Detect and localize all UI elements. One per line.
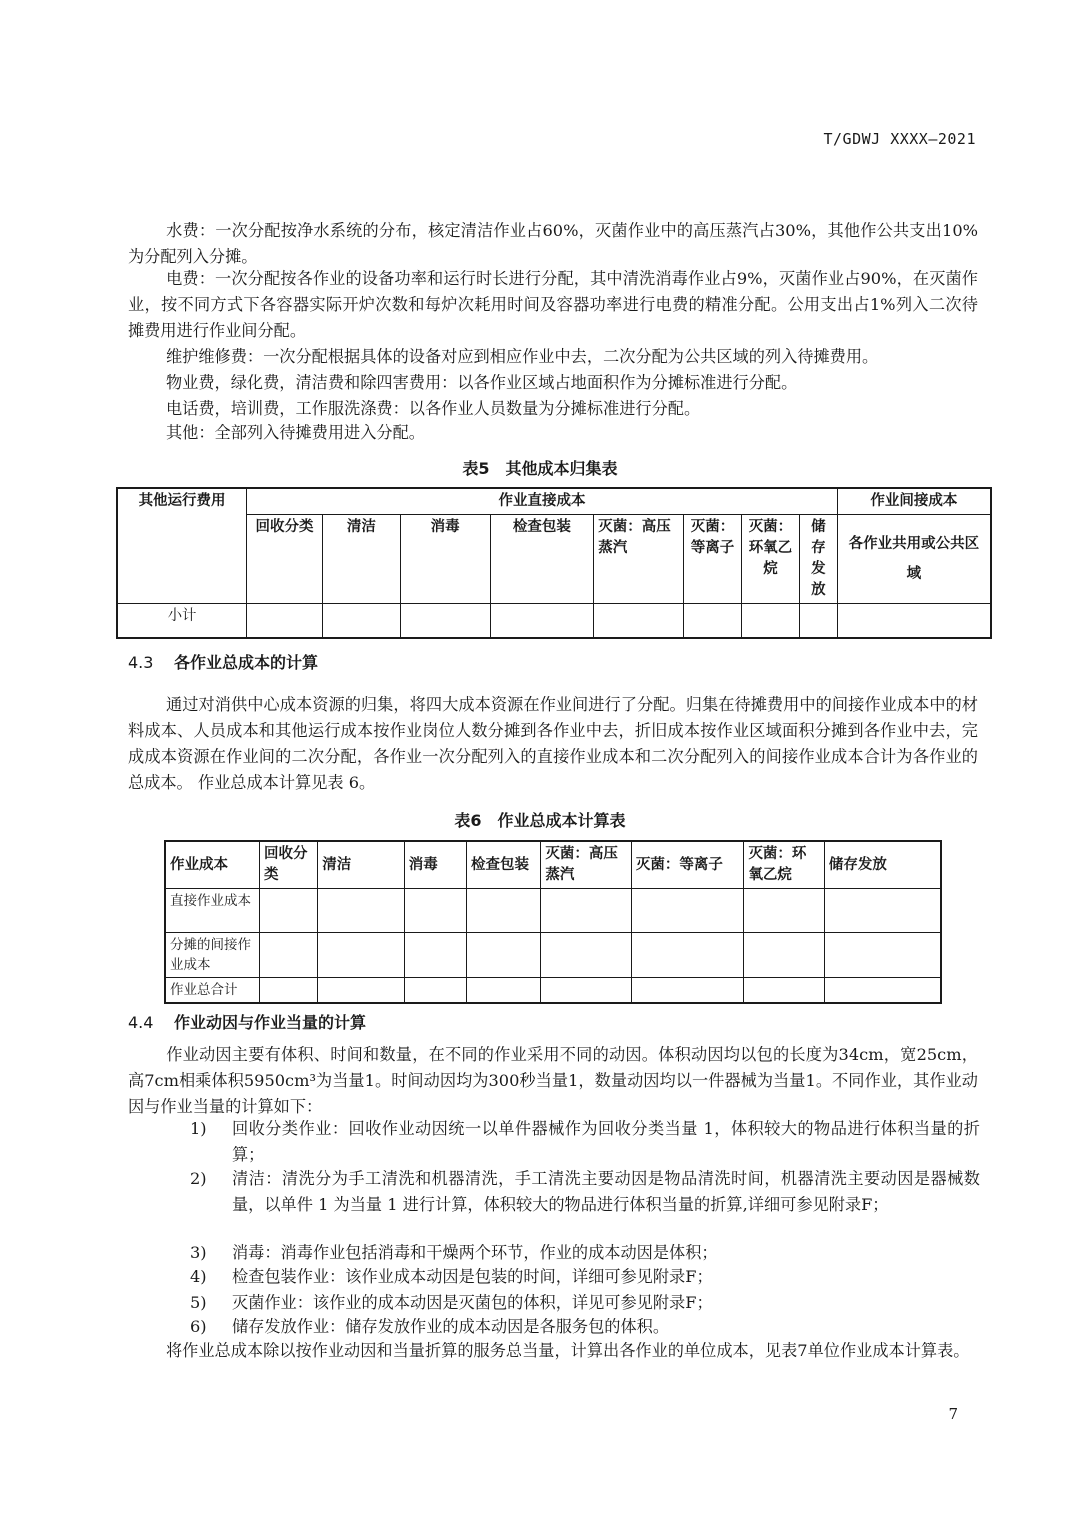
table5-col-header: 各作业共用或公共区域 (837, 515, 991, 604)
table6-cell (318, 889, 404, 933)
table6-cell (744, 978, 824, 1004)
table6-cell (467, 889, 541, 933)
table6-cell (631, 978, 744, 1004)
list-item: 2) 清洁：清洗分为手工清洗和机器清洗，手工清洗主要动因是物品清洗时间，机器清洗主要动因是器械数量，以单件 1 为当量 1 进行计算，体积较大的物品进行体积当量的折算,详细可参见附录F； (190, 1169, 980, 1214)
table5-col-header: 灭菌：高压蒸汽 (594, 515, 684, 604)
section-4-3-heading: 4.3 各作业总成本的计算 (128, 653, 319, 672)
table6-col-header: 灭菌：环氧乙烷 (744, 841, 824, 889)
table5-cell (490, 604, 594, 638)
table5-cell (799, 604, 837, 638)
paragraph-water: 水费：一次分配按净水系统的分布，核定清洁作业占60%，灭菌作业中的高压蒸汽占30%，其他作公共支出10%为分配列入分摊。 (128, 221, 978, 266)
table6-cell (404, 978, 466, 1004)
table6-cell (467, 933, 541, 978)
table6-cell (824, 889, 941, 933)
table6-col-header: 消毒 (404, 841, 466, 889)
table5-row-header: 其他运行费用 (117, 488, 247, 604)
paragraph-property: 物业费，绿化费，清洁费和除四害费用：以各作业区域占地面积作为分摊标准进行分配。 (166, 373, 798, 392)
table6-row-label: 直接作业成本 (165, 889, 259, 933)
table5-col-header: 储存发放 (799, 515, 837, 604)
table6-corner: 作业成本 (165, 841, 259, 889)
table5-indirect-group: 作业间接成本 (837, 488, 991, 515)
table5-cell (684, 604, 742, 638)
list-item: 4) 检查包装作业：该作业成本动因是包装的时间，详细可参见附录F； (190, 1267, 713, 1286)
table6-cell (318, 978, 404, 1004)
list-item: 3) 消毒：消毒作业包括消毒和干燥两个环节，作业的成本动因是体积； (190, 1243, 718, 1262)
table6-total-cost (164, 840, 942, 1004)
table6-cell (318, 933, 404, 978)
table6-cell (467, 978, 541, 1004)
paragraph-electricity: 电费：一次分配按各作业的设备功率和运行时长进行分配，其中清洗消毒作业占9%，灭菌作业占90%，在灭菌作业，按不同方式下各容器实际开炉次数和每炉次耗用时间及容器功率进行电费的精准分配。公用支出占1%列入二次待摊费用进行作业间分配。 (128, 269, 978, 340)
table5-cell (594, 604, 684, 638)
table6-cell (631, 933, 744, 978)
table5-subtotal-label: 小计 (117, 604, 247, 638)
table6-cell (541, 978, 631, 1004)
paragraph-phone: 电话费，培训费，工作服洗涤费：以各作业人员数量为分摊标准进行分配。 (166, 399, 701, 418)
table6-col-header: 灭菌：高压蒸汽 (541, 841, 631, 889)
paragraph-4-3: 通过对消供中心成本资源的归集，将四大成本资源在作业间进行了分配。归集在待摊费用中的间接作业成本中的材料成本、人员成本和其他运行成本按作业岗位人数分摊到各作业中去，折旧成本按作业区域面积分摊到各作业中去，完成成本资源在作业间的二次分配，各作业一次分配列入的直接作业成本和二次分配列入的间接作业成本合计为各作业的总成本。 作业总成本计算见表 6。 (128, 695, 978, 792)
paragraph-closing: 将作业总成本除以按作业动因和当量折算的服务总当量，计算出各作业的单位成本，见表7单位作业成本计算表。 (166, 1341, 970, 1360)
table6-cell (541, 933, 631, 978)
table6-col-header: 灭菌：等离子 (631, 841, 744, 889)
table6-cell (259, 889, 317, 933)
table6-col-header: 检查包装 (467, 841, 541, 889)
table5-cell (247, 604, 323, 638)
table5-caption: 表5 其他成本归集表 (462, 459, 618, 478)
table6-caption: 表6 作业总成本计算表 (454, 811, 626, 830)
table6-cell (744, 933, 824, 978)
table5-col-header: 清洁 (322, 515, 400, 604)
table6-row-label: 分摊的间接作业成本 (165, 933, 259, 978)
document-code: T/GDWJ XXXX—2021 (823, 130, 976, 148)
table5-cell (400, 604, 490, 638)
table6-col-header: 清洁 (318, 841, 404, 889)
table5-col-header: 灭菌：环氧乙烷 (741, 515, 799, 604)
table5-cell (322, 604, 400, 638)
list-item: 1) 回收分类作业：回收作业动因统一以单件器械作为回收分类当量 1，体积较大的物品进行体积当量的折算； (190, 1119, 980, 1164)
table6-row-label: 作业总合计 (165, 978, 259, 1004)
table5-col-header: 消毒 (400, 515, 490, 604)
table6-cell (824, 978, 941, 1004)
page-number: 7 (948, 1405, 958, 1423)
table6-cell (744, 889, 824, 933)
table5-other-cost (116, 487, 992, 639)
list-item: 5) 灭菌作业：该作业的成本动因是灭菌包的体积，详见可参见附录F； (190, 1293, 713, 1312)
paragraph-other: 其他：全部列入待摊费用进入分配。 (166, 423, 425, 442)
table6-cell (259, 978, 317, 1004)
table6-cell (541, 889, 631, 933)
table6-col-header: 回收分类 (259, 841, 317, 889)
table6-cell (824, 933, 941, 978)
list-item: 6) 储存发放作业：储存发放作业的成本动因是各服务包的体积。 (190, 1317, 670, 1336)
section-4-4-heading: 4.4 作业动因与作业当量的计算 (128, 1013, 367, 1032)
table5-cell (837, 604, 991, 638)
table6-cell (631, 889, 744, 933)
paragraph-4-4: 作业动因主要有体积、时间和数量，在不同的作业采用不同的动因。体积动因均以包的长度为34cm，宽25cm，高7cm相乘体积5950cm³为当量1。时间动因均为300秒当量1，数量动因均以一件器械为当量1。不同作业，其作业动因与作业当量的计算如下： (128, 1045, 978, 1116)
table6-cell (404, 889, 466, 933)
table5-col-header: 回收分类 (247, 515, 323, 604)
table5-col-header: 检查包装 (490, 515, 594, 604)
table5-direct-group: 作业直接成本 (247, 488, 838, 515)
table6-cell (259, 933, 317, 978)
paragraph-maintenance: 维护维修费：一次分配根据具体的设备对应到相应作业中去，二次分配为公共区域的列入待摊费用。 (166, 347, 879, 366)
table6-cell (404, 933, 466, 978)
table5-col-header: 灭菌：等离子 (684, 515, 742, 604)
table6-col-header: 储存发放 (824, 841, 941, 889)
table5-cell (741, 604, 799, 638)
